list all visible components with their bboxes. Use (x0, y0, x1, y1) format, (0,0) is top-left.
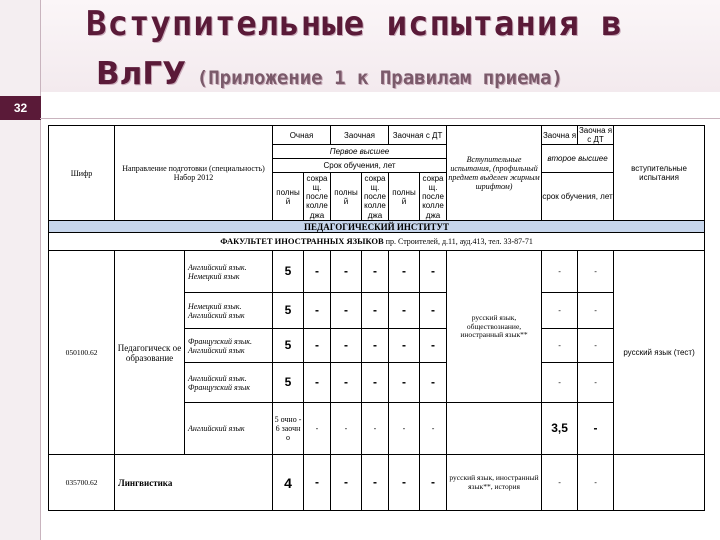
cell-zaochnaya-short: - (362, 293, 389, 329)
faculty-name: ФАКУЛЬТЕТ ИНОСТРАННЫХ ЯЗЫКОВ (220, 235, 384, 246)
cell-second-dt: - (578, 403, 614, 455)
header-full: полны й (331, 173, 362, 221)
header-zaochnaya-dt: Заочная с ДТ (389, 126, 447, 145)
cell-second-zaochnaya: - (542, 455, 578, 511)
cell-zaochnaya-short: - (362, 363, 389, 403)
cell-dt-full: - (389, 455, 420, 511)
institute-row (49, 221, 705, 233)
cell-ochnaya-short: - (304, 363, 331, 403)
cell-second-zaochnaya: 3,5 (542, 403, 578, 455)
cell-second-exams: русский язык (тест) (614, 251, 705, 455)
university-name: ВлГУ (96, 56, 186, 92)
left-strip (0, 0, 40, 540)
header-study-period: Срок обучения, лет (273, 159, 447, 173)
cell-ochnaya-short: - (304, 251, 331, 293)
cell-exams (447, 403, 542, 455)
slide-number: 32 (0, 96, 41, 120)
header-full: полны й (389, 173, 420, 221)
cell-second-exams (614, 455, 705, 511)
cell-zaochnaya-full: - (331, 455, 362, 511)
cell-exams: русский язык, обществознание, иностранный язык** (447, 251, 542, 403)
cell-zaochnaya-full: - (331, 403, 362, 455)
header-zaochnaya: Заочная (331, 126, 389, 145)
cell-dt-short: - (420, 363, 447, 403)
admission-table (48, 125, 705, 511)
header-shortened: сокра щ. после колле джа (304, 173, 331, 221)
cell-ochnaya-full: 5 (273, 329, 304, 363)
profile-name: Французский язык. Английский язык (185, 329, 273, 363)
cell-dt-full: - (389, 363, 420, 403)
cell-ochnaya-short: - (304, 293, 331, 329)
table-row (49, 455, 705, 511)
cell-zaochnaya-short: - (362, 251, 389, 293)
header-row-1 (49, 126, 705, 145)
cell-ochnaya-full: 5 (273, 251, 304, 293)
cell-dt-short: - (420, 329, 447, 363)
slide-title-line2 (96, 56, 563, 92)
cell-dt-full: - (389, 329, 420, 363)
header-full: полны й (273, 173, 304, 221)
slide-subtitle: (Приложение 1 к Правилам приема) (196, 67, 563, 89)
cell-dt-full: - (389, 293, 420, 329)
cell-exams: русский язык, иностранный язык**, история (447, 455, 542, 511)
left-divider (40, 0, 41, 540)
cell-second-zaochnaya: - (542, 363, 578, 403)
cell-ochnaya-full: 5 очно - 6 заочн о (273, 403, 304, 455)
cell-dt-short: - (420, 403, 447, 455)
profile-name: Английский язык (185, 403, 273, 455)
cell-zaochnaya-short: - (362, 455, 389, 511)
header-entrance-exams: вступительные испытания (614, 126, 705, 221)
cell-second-zaochnaya: - (542, 329, 578, 363)
cell-ochnaya-short: - (304, 455, 331, 511)
header-shortened: сокра щ. после колле джа (362, 173, 389, 221)
cell-second-dt: - (578, 251, 614, 293)
cell-second-zaochnaya: - (542, 293, 578, 329)
cell-zaochnaya-full: - (331, 293, 362, 329)
cell-dt-full: - (389, 251, 420, 293)
cell-dt-short: - (420, 455, 447, 511)
cell-ochnaya-short: - (304, 403, 331, 455)
faculty-address: пр. Строителей, д.11, ауд.413, тел. 33-87-71 (385, 236, 533, 246)
cell-ochnaya-short: - (304, 329, 331, 363)
cell-ochnaya-full: 5 (273, 293, 304, 329)
header-exams: Вступительные испытания, (профильный предмет выделен жирным шрифтом) (447, 126, 542, 221)
header-first-higher: Первое высшее (273, 145, 447, 159)
cell-ochnaya-full: 5 (273, 363, 304, 403)
program-code: 035700.62 (49, 455, 115, 511)
title-divider (40, 118, 720, 119)
cell-zaochnaya-full: - (331, 251, 362, 293)
faculty-header (49, 233, 705, 251)
cell-second-dt: - (578, 455, 614, 511)
cell-ochnaya-full: 4 (273, 455, 304, 511)
header-direction: Направление подготовки (специальность) Набор 2012 (115, 126, 273, 221)
program-direction: Лингвистика (115, 455, 273, 511)
program-code: 050100.62 (49, 251, 115, 455)
profile-name: Немецкий язык. Английский язык (185, 293, 273, 329)
cell-second-dt: - (578, 363, 614, 403)
cell-zaochnaya-short: - (362, 403, 389, 455)
header-cipher: Шифр (49, 126, 115, 221)
header-period-col: срок обучения, лет (542, 173, 614, 221)
cell-second-zaochnaya: - (542, 251, 578, 293)
institute-band: ПЕДАГОГИЧЕСКИЙ ИНСТИТУТ (49, 221, 705, 233)
profile-name: Английский язык. Немецкий язык (185, 251, 273, 293)
faculty-row (49, 233, 705, 251)
program-direction: Педагогическ ое образование (115, 251, 185, 455)
cell-zaochnaya-short: - (362, 329, 389, 363)
header-zaochnaya-col: Заочна я (542, 126, 578, 145)
table-row (49, 251, 705, 293)
cell-dt-short: - (420, 293, 447, 329)
slide-title: Вступительные испытания в (86, 4, 623, 44)
header-ochnaya: Очная (273, 126, 331, 145)
cell-second-dt: - (578, 293, 614, 329)
header-second-higher: второе высшее (542, 145, 614, 173)
header-zaochnaya-dt-col: Заочна я с ДТ (578, 126, 613, 145)
cell-zaochnaya-full: - (331, 363, 362, 403)
cell-zaochnaya-full: - (331, 329, 362, 363)
header-shortened: сокра щ. после колле джа (420, 173, 447, 221)
cell-dt-full: - (389, 403, 420, 455)
cell-second-dt: - (578, 329, 614, 363)
cell-dt-short: - (420, 251, 447, 293)
profile-name: Английский язык. Французский язык (185, 363, 273, 403)
